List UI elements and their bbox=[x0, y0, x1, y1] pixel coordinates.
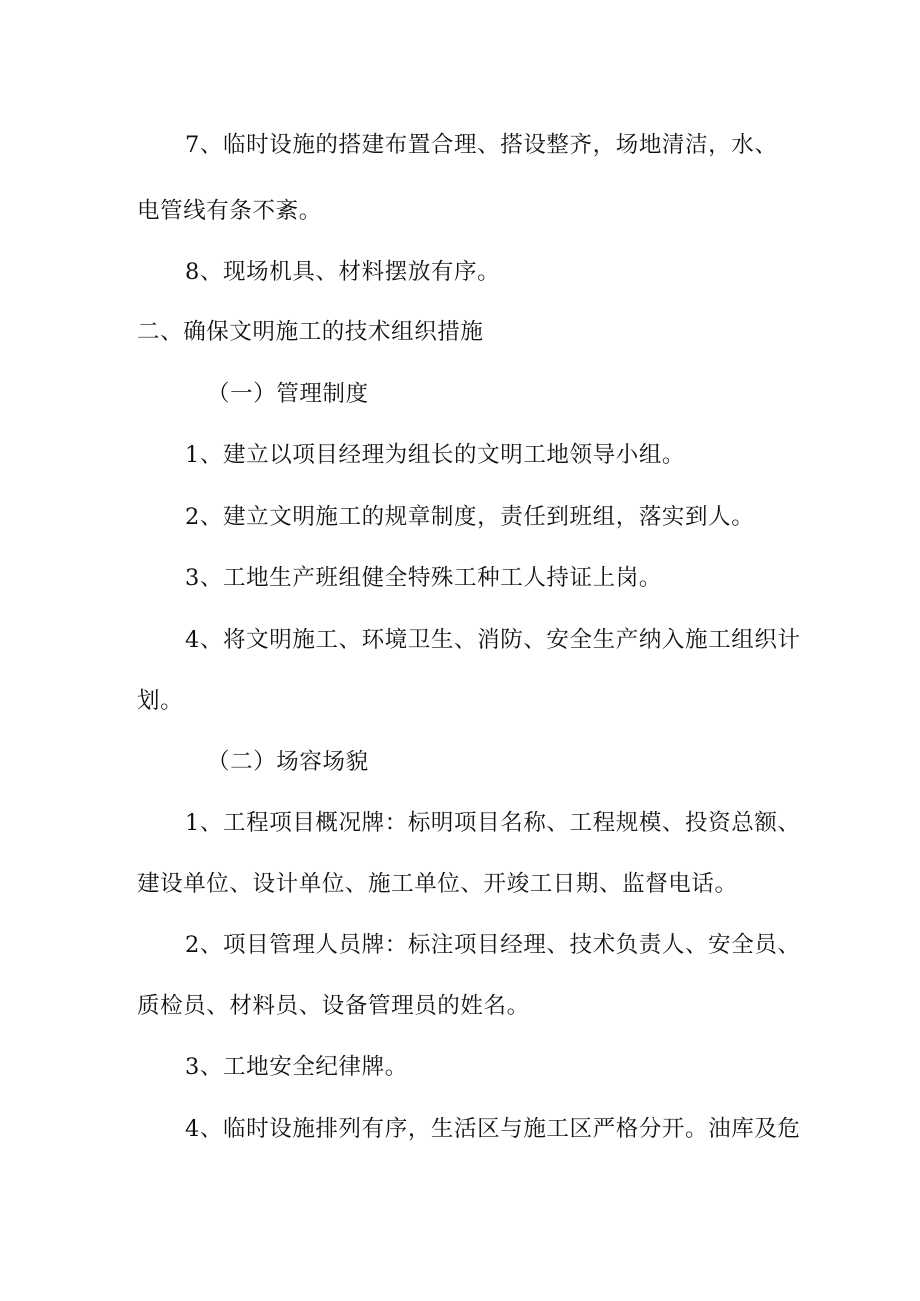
paragraph-line: 电管线有条不紊。 bbox=[137, 198, 322, 224]
subsection-heading: （二）场容场貌 bbox=[207, 749, 369, 775]
paragraph-line: 8、现场机具、材料摆放有序。 bbox=[185, 259, 501, 285]
paragraph-line: 4、临时设施排列有序，生活区与施工区严格分开。油库及危 bbox=[185, 1116, 801, 1142]
paragraph-line: 2、项目管理人员牌：标注项目经理、技术负责人、安全员、 bbox=[185, 932, 801, 958]
subsection-heading: （一）管理制度 bbox=[207, 381, 369, 407]
paragraph-line: 划。 bbox=[137, 688, 184, 714]
paragraph-line: 3、工地生产班组健全特殊工种工人持证上岗。 bbox=[185, 565, 662, 591]
paragraph-line: 4、将文明施工、环境卫生、消防、安全生产纳入施工组织计 bbox=[185, 627, 801, 653]
paragraph-line: 2、建立文明施工的规章制度，责任到班组，落实到人。 bbox=[185, 504, 755, 530]
paragraph-line: 3、工地安全纪律牌。 bbox=[185, 1054, 408, 1080]
section-heading: 二、确保文明施工的技术组织措施 bbox=[137, 319, 484, 345]
paragraph-line: 建设单位、设计单位、施工单位、开竣工日期、监督电话。 bbox=[137, 871, 738, 897]
paragraph-line: 1、工程项目概况牌：标明项目名称、工程规模、投资总额、 bbox=[185, 810, 801, 836]
paragraph-line: 1、建立以项目经理为组长的文明工地领导小组。 bbox=[185, 442, 686, 468]
paragraph-line: 质检员、材料员、设备管理员的姓名。 bbox=[137, 993, 530, 1019]
paragraph-line: 7、临时设施的搭建布置合理、搭设整齐，场地清洁，水、 bbox=[185, 132, 778, 158]
